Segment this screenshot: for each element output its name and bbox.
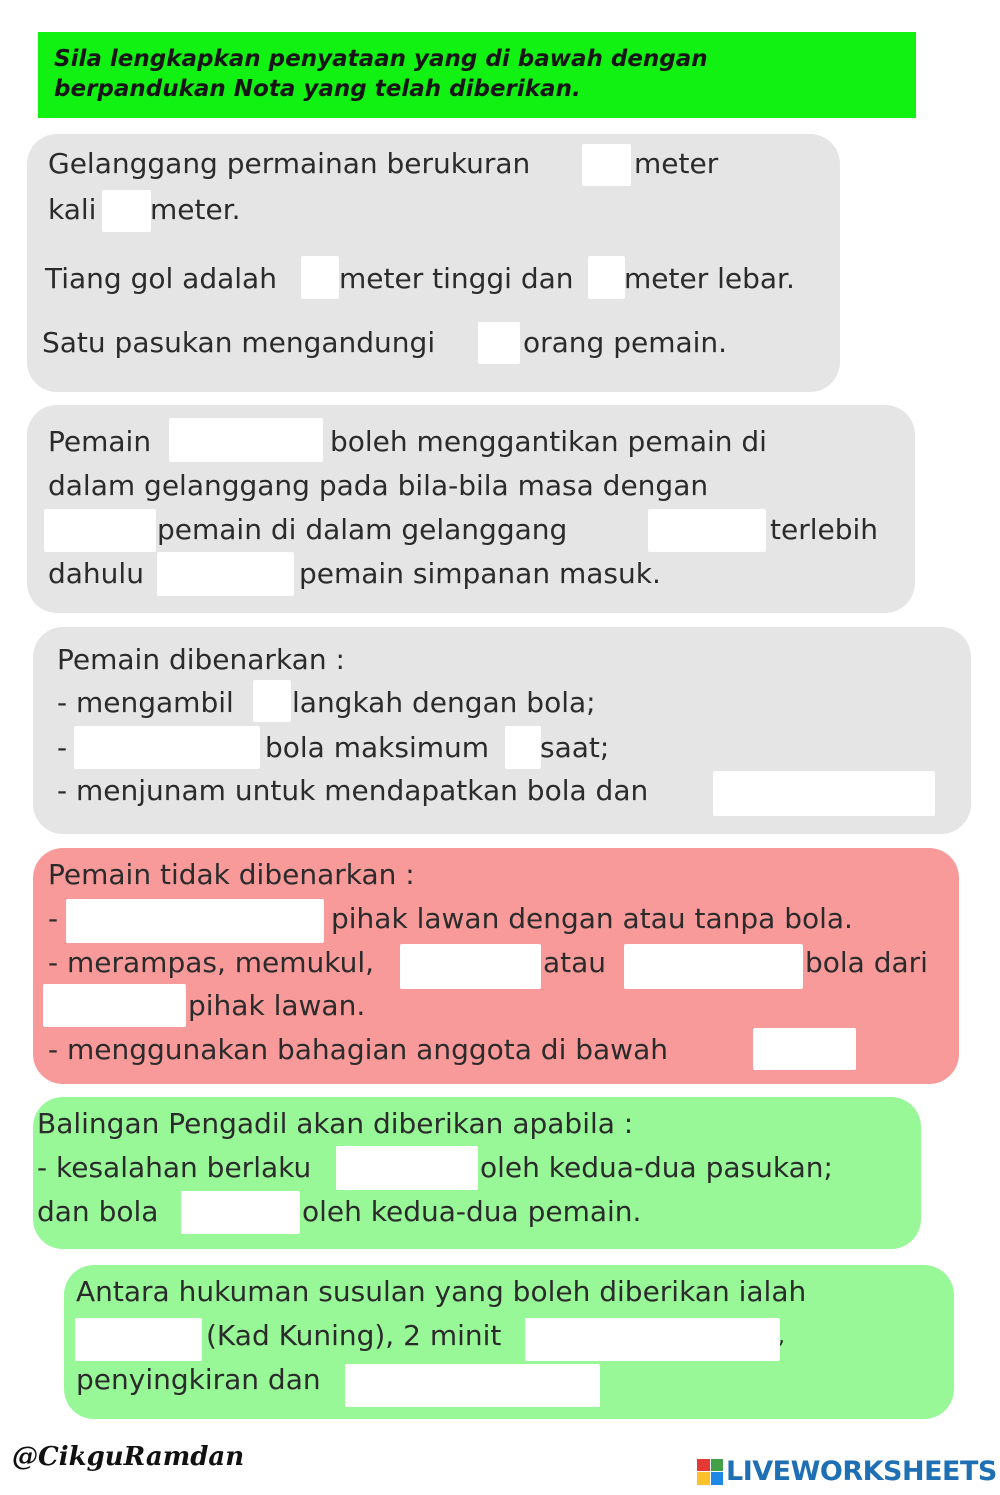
answer-blank[interactable] [588,256,625,299]
text: dan bola [37,1195,159,1228]
answer-blank[interactable] [181,1191,300,1234]
liveworksheets-icon [697,1459,723,1485]
text: orang pemain. [523,326,728,359]
answer-blank[interactable] [74,726,260,769]
text: Pemain dibenarkan : [57,643,345,676]
text: pihak lawan dengan atau tanpa bola. [331,902,853,935]
answer-blank[interactable] [301,256,339,299]
text: langkah dengan bola; [292,686,596,719]
text: saat; [540,731,610,764]
text: pemain simpanan masuk. [299,557,661,590]
brand-name: LIVEWORKSHEETS [726,1456,997,1487]
instruction-banner [38,32,916,118]
text: dalam gelanggang pada bila-bila masa dengan [48,469,709,502]
text: meter [634,147,719,180]
text: meter lebar. [624,262,795,295]
answer-blank[interactable] [44,509,156,552]
instruction-line-2: berpandukan Nota yang telah diberikan. [54,76,581,102]
answer-blank[interactable] [336,1146,478,1190]
text: Gelanggang permainan berukuran [48,147,531,180]
instruction-line-1: Sila lengkapkan penyataan yang di bawah dengan [54,46,708,72]
text: - menggunakan bahagian anggota di bawah [48,1033,668,1066]
answer-blank[interactable] [753,1028,856,1070]
text: oleh kedua-dua pasukan; [480,1151,833,1184]
text: - merampas, memukul, [48,946,375,979]
text: pemain di dalam gelanggang [157,513,568,546]
text: bola maksimum [265,731,490,764]
text: Tiang gol adalah [45,262,277,295]
text: - [48,902,59,935]
answer-blank[interactable] [169,418,323,462]
answer-blank[interactable] [102,190,151,232]
text: Balingan Pengadil akan diberikan apabila : [37,1107,634,1140]
answer-blank[interactable] [157,552,294,596]
text: Satu pasukan mengandungi [42,326,436,359]
text: (Kad Kuning), 2 minit [206,1319,502,1352]
answer-blank[interactable] [525,1318,780,1361]
text: bola dari [805,946,928,979]
text: meter tinggi dan [339,262,574,295]
answer-blank[interactable] [75,1318,202,1361]
text: dahulu [48,557,144,590]
author-signature: @CikguRamdan [12,1442,245,1472]
text: Pemain tidak dibenarkan : [48,858,415,891]
answer-blank[interactable] [624,944,803,989]
text: Pemain [48,425,152,458]
text: atau [543,946,607,979]
text: , [778,1324,785,1349]
text: penyingkiran dan [76,1363,321,1396]
answer-blank[interactable] [582,144,631,186]
text: kali [48,193,97,226]
text: - kesalahan berlaku [37,1151,312,1184]
text: Antara hukuman susulan yang boleh diberikan ialah [76,1275,807,1308]
text: - mengambil [57,686,234,719]
text: boleh menggantikan pemain di [330,425,767,458]
answer-blank[interactable] [253,680,291,722]
text: - menjunam untuk mendapatkan bola dan [57,774,649,807]
text: pihak lawan. [188,989,366,1022]
brand-logo[interactable] [697,1456,997,1487]
text: terlebih [770,513,879,546]
text: oleh kedua-dua pemain. [302,1195,642,1228]
answer-blank[interactable] [505,726,541,769]
answer-blank[interactable] [400,944,541,989]
text: meter. [150,193,241,226]
answer-blank[interactable] [648,509,766,552]
answer-blank[interactable] [345,1364,600,1407]
answer-blank[interactable] [43,984,186,1027]
text: - [57,731,68,764]
answer-blank[interactable] [713,771,935,816]
answer-blank[interactable] [478,322,520,364]
answer-blank[interactable] [66,899,324,943]
